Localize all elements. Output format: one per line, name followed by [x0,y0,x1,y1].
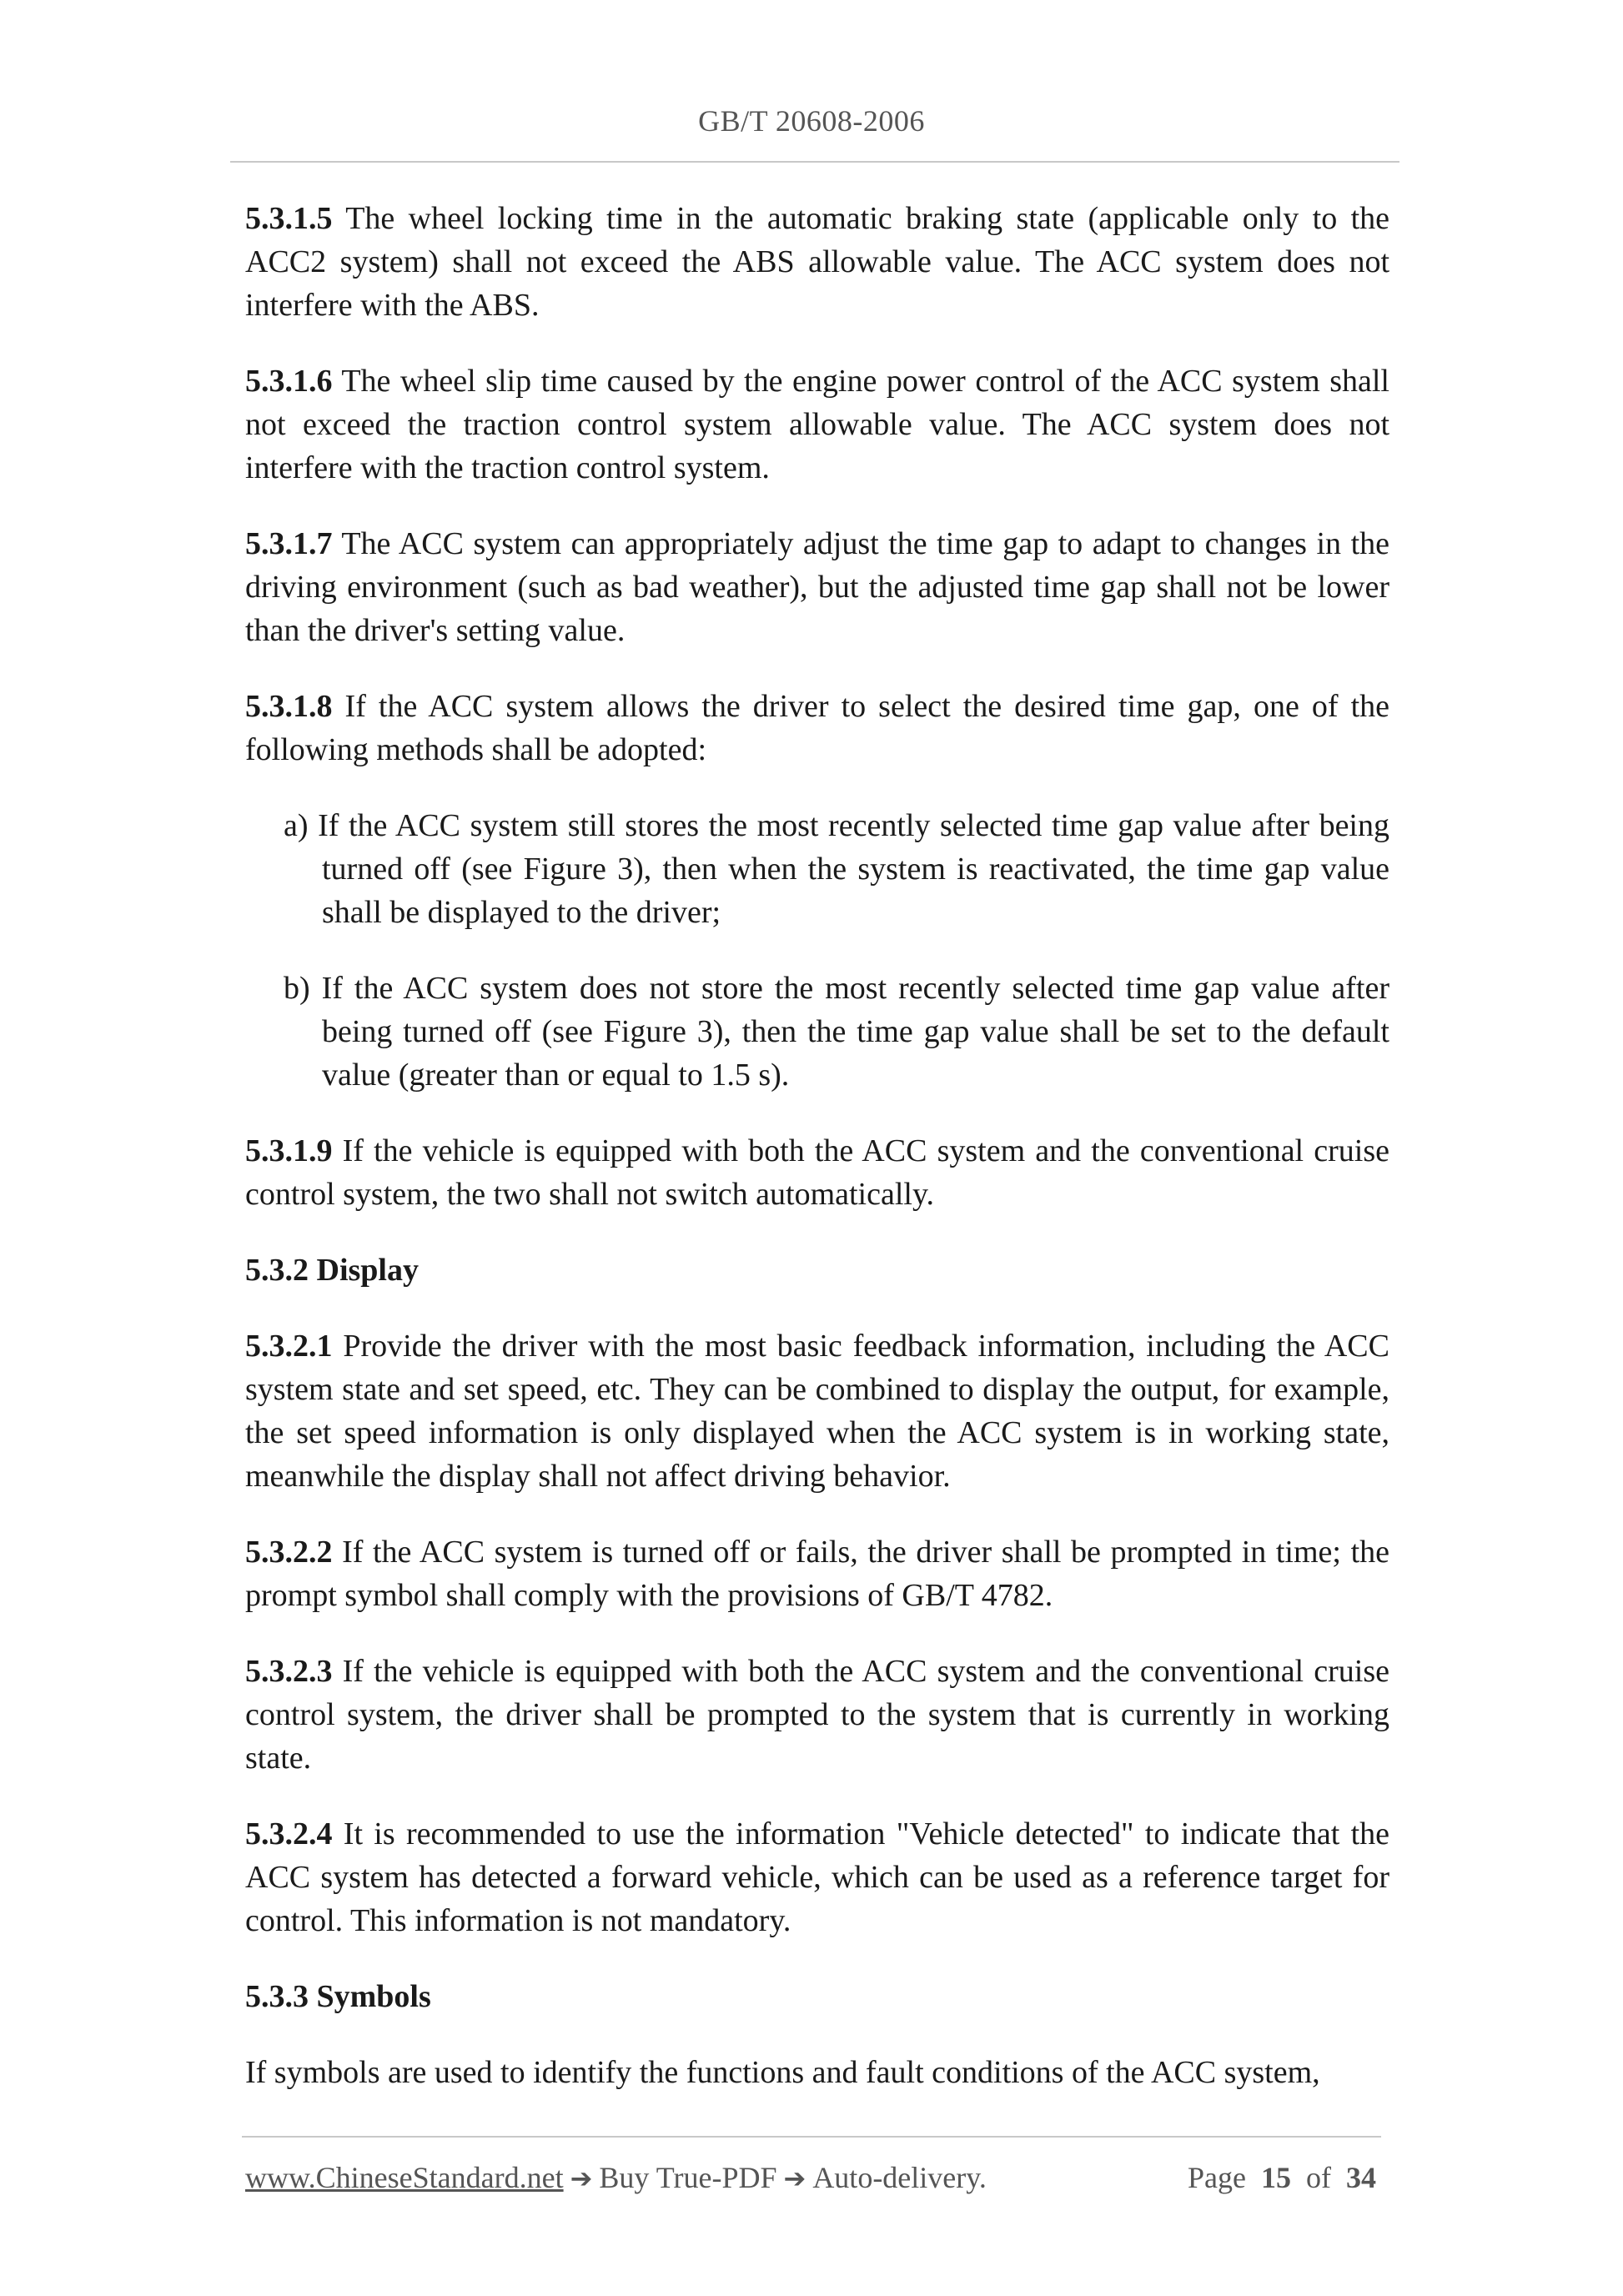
clause-5-3-1-8 [245,685,1389,771]
clause-number: 5.3.2.4 [245,1816,333,1851]
footer-divider [242,2136,1381,2138]
clause-number: 5.3.1.8 [245,689,333,724]
footer-left [245,2160,987,2195]
clause-5-3-2-1 [245,1324,1389,1498]
page-content [245,197,1389,2127]
header-title: GB/T 20608-2006 [698,104,925,138]
clause-number: 5.3.1.9 [245,1133,333,1168]
clause-number: 5.3.2.1 [245,1329,333,1364]
clause-number: 5.3.1.6 [245,364,333,399]
clause-number: 5.3.1.7 [245,526,333,561]
clause-text: If the vehicle is equipped with both the ACC system and the conventional cruise control system, the two shall not switch automatically. [245,1133,1389,1212]
clause-text: The wheel slip time caused by the engine power control of the ACC system shall not exceed the traction control system allowable value. The ACC system does not interfere with the traction control system. [245,364,1389,485]
auto-delivery-text: Auto-delivery. [812,2161,987,2194]
clause-text: The wheel locking time in the automatic braking state (applicable only to the ACC2 system) shall not exceed the ABS allowable value. The ACC system does not interfere with the ABS. [245,201,1389,323]
section-heading-5-3-3: 5.3.3 Symbols [245,1979,431,2014]
page-current: 15 [1261,2161,1291,2194]
clause-5-3-1-5 [245,197,1389,327]
website-link[interactable]: www.ChineseStandard.net [245,2161,564,2194]
right-arrow-icon: ➔ [783,2163,806,2194]
clause-text: If the ACC system allows the driver to select the desired time gap, one of the following methods shall be adopted: [245,689,1389,767]
clause-5-3-1-9 [245,1129,1389,1216]
list-item-b: b) If the ACC system does not store the most recently selected time gap value after being turned off (see Figure 3), then the time gap value shall be set to the default value (greater than or equal to 1.5 s). [284,971,1389,1093]
page-label: Page [1188,2161,1246,2194]
section-heading-5-3-2: 5.3.2 Display [245,1253,419,1288]
page-number [1188,2160,1376,2195]
clause-5-3-1-7 [245,522,1389,652]
page-of-label: of [1306,2161,1331,2194]
clause-number: 5.3.1.5 [245,201,333,236]
clause-5-3-2-4 [245,1812,1389,1942]
header-divider [230,161,1399,163]
clause-5-3-2-3 [245,1650,1389,1780]
clause-text: It is recommended to use the information "Vehicle detected" to indicate that the ACC system has detected a forward vehicle, which can be used as a reference target for control. This information is not mandatory. [245,1816,1389,1938]
buy-true-pdf-text: Buy True-PDF [599,2161,777,2194]
list-item-a: a) If the ACC system still stores the most recently selected time gap value after being turned off (see Figure 3), then when the system is reactivated, the time gap value shall be displayed to the driver; [284,808,1389,930]
paragraph-5-3-3: If symbols are used to identify the functions and fault conditions of the ACC system, [245,2055,1320,2090]
clause-text: Provide the driver with the most basic feedback information, including the ACC system state and set speed, etc. They can be combined to display the output, for example, the set speed information is only displayed when the ACC system is in working state, meanwhile the display shall not affect driving behavior. [245,1329,1389,1494]
clause-text: If the vehicle is equipped with both the ACC system and the conventional cruise control system, the driver shall be prompted to the system that is currently in working state. [245,1654,1389,1776]
clause-number: 5.3.2.3 [245,1654,333,1689]
clause-text: If the ACC system is turned off or fails, the driver shall be prompted in time; the prompt symbol shall comply with the provisions of GB/T 4782. [245,1535,1389,1613]
clause-number: 5.3.2.2 [245,1535,333,1570]
page-total: 34 [1346,2161,1376,2194]
right-arrow-icon: ➔ [570,2163,593,2194]
clause-text: The ACC system can appropriately adjust the time gap to adapt to changes in the driving environment (such as bad weather), but the adjusted time gap shall not be lower than the driver's setting value. [245,526,1389,648]
clause-5-3-2-2 [245,1530,1389,1617]
clause-5-3-1-6 [245,359,1389,490]
